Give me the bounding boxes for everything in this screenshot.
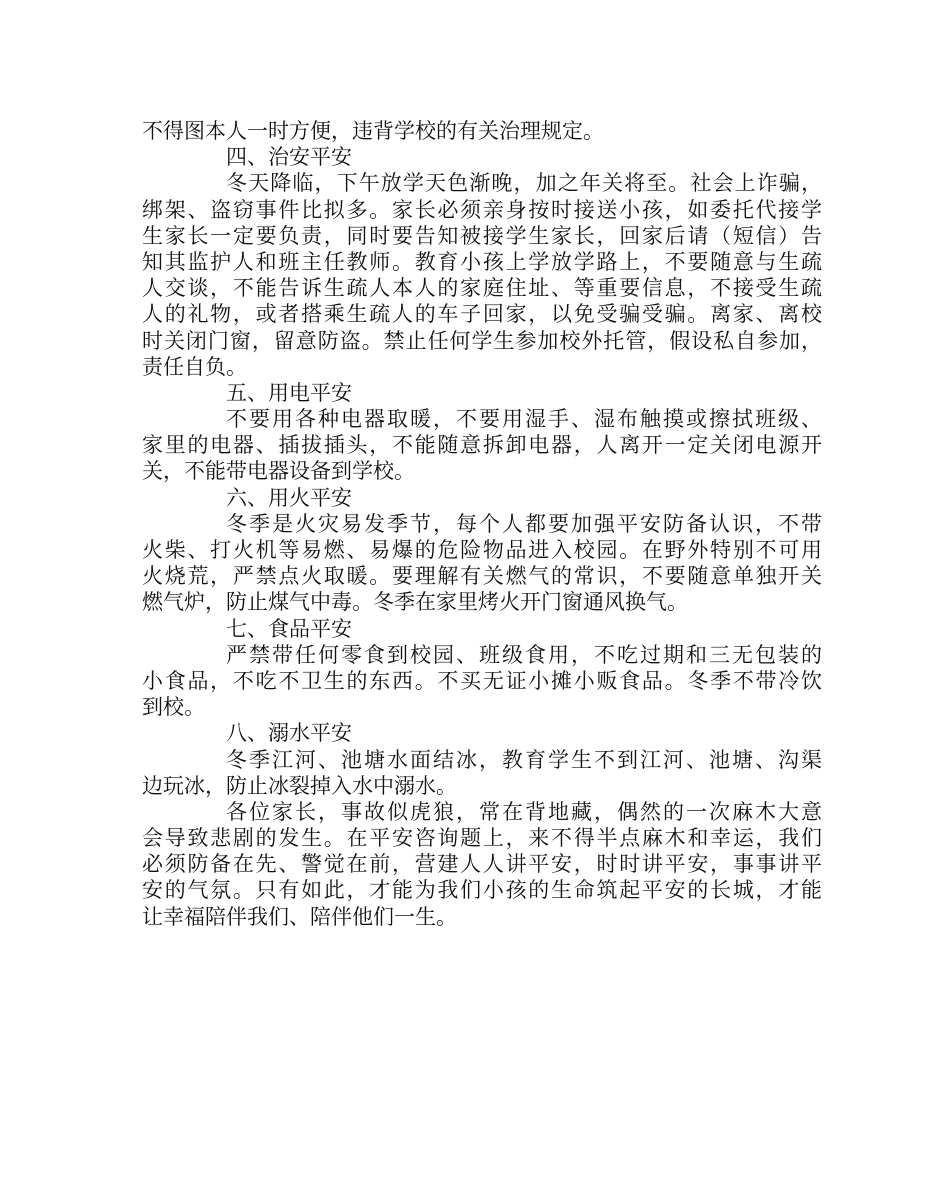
- paragraph-line: 严禁带任何零食到校园、班级食用，不吃过期和三无包装的: [226, 642, 822, 667]
- paragraph-line: 各位家长，事故似虎狼，常在背地藏，偶然的一次麻木大意: [226, 799, 822, 824]
- paragraph-line: 责任自负。: [142, 354, 247, 379]
- paragraph-line: 边玩冰，防止冰裂掉入水中溺水。: [142, 773, 457, 798]
- paragraph-line: 冬天降临，下午放学天色渐晚，加之年关将至。社会上诈骗，: [226, 171, 822, 196]
- paragraph-line: 冬季江河、池塘水面结冰，教育学生不到江河、池塘、沟渠: [226, 747, 822, 772]
- section-heading: [142, 616, 822, 642]
- paragraph-line: 人交谈，不能告诉生疏人本人的家庭住址、等重要信息，不接受生疏: [142, 276, 822, 301]
- body-paragraph: [142, 118, 822, 144]
- heading-text: 六、用火平安: [226, 485, 352, 510]
- heading-text: 四、治安平安: [226, 145, 352, 170]
- paragraph-line: 会导致悲剧的发生。在平安咨询题上，来不得半点麻木和幸运，我们: [142, 826, 822, 851]
- body-paragraph: [142, 170, 822, 380]
- body-paragraph: [142, 511, 822, 616]
- body-paragraph: [142, 799, 822, 930]
- paragraph-line: 火柴、打火机等易燃、易爆的危险物品进入校园。在野外特别不可用: [142, 538, 822, 562]
- heading-text: 八、溺水平安: [226, 721, 352, 746]
- body-paragraph: [142, 747, 822, 799]
- paragraph-line: 必须防备在先、警觉在前，营建人人讲平安，时时讲平安，事事讲平: [142, 852, 822, 877]
- paragraph-line: 安的气氛。只有如此，才能为我们小孩的生命筑起平安的长城，才能: [142, 878, 822, 903]
- paragraph-line: 家里的电器、插拔插头，不能随意拆卸电器，人离开一定关闭电源开: [142, 433, 822, 458]
- paragraph-line: 燃气炉，防止煤气中毒。冬季在家里烤火开门窗通风换气。: [142, 590, 688, 615]
- document-page: [142, 118, 822, 930]
- section-heading: [142, 485, 822, 511]
- heading-text: 七、食品平安: [226, 616, 352, 641]
- paragraph-line: 关，不能带电器设备到学校。: [142, 459, 415, 484]
- paragraph-line: 小食品，不吃不卫生的东西。不买无证小摊小贩食品。冬季不带冷饮: [142, 668, 822, 693]
- paragraph-line: 时关闭门窗，留意防盗。禁止任何学生参加校外托管，假设私自参加，: [142, 328, 822, 353]
- section-heading: [142, 380, 822, 406]
- paragraph-line: 绑架、盗窃事件比拟多。家长必须亲身按时接送小孩，如委托代接学: [142, 197, 822, 222]
- paragraph-line: 知其监护人和班主任教师。教育小孩上学放学路上，不要随意与生疏: [142, 249, 822, 274]
- paragraph-line: 让幸福陪伴我们、陪伴他们一生。: [142, 904, 457, 929]
- paragraph-line: 不得图本人一时方便，违背学校的有关治理规定。: [142, 119, 604, 143]
- paragraph-line: 到校。: [142, 695, 205, 720]
- heading-text: 五、用电平安: [226, 380, 352, 405]
- paragraph-line: 火烧荒，严禁点火取暖。要理解有关燃气的常识，不要随意单独开关: [142, 564, 822, 589]
- paragraph-line: 人的礼物，或者搭乘生疏人的车子回家，以免受骗受骗。离家、离校: [142, 302, 822, 327]
- paragraph-line: 生家长一定要负责，同时要告知被接学生家长，回家后请（短信）告: [142, 223, 822, 248]
- body-paragraph: [142, 406, 822, 485]
- section-heading: [142, 144, 822, 170]
- body-paragraph: [142, 642, 822, 721]
- section-heading: [142, 720, 822, 746]
- paragraph-line: 冬季是火灾易发季节，每个人都要加强平安防备认识，不带: [226, 511, 822, 536]
- paragraph-line: 不要用各种电器取暖，不要用湿手、湿布触摸或擦拭班级、: [226, 407, 822, 432]
